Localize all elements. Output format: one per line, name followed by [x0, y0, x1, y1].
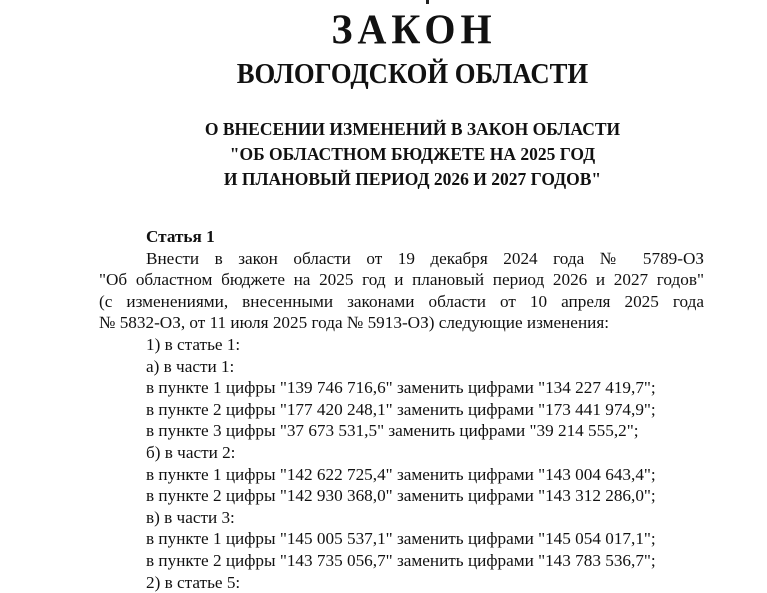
law-title: ЗАКОН	[0, 5, 767, 55]
article-intro-line: Внести в закон области от 19 декабря 2024 года № 5789-ОЗ	[99, 248, 704, 270]
list-item: в пункте 1 цифры "145 005 537,1" заменить цифрами "145 054 017,1";	[99, 528, 704, 550]
article-intro-line: "Об областном бюджете на 2025 год и плановый период 2026 и 2027 годов"	[99, 269, 704, 291]
article-intro-line: № 5832-ОЗ, от 11 июля 2025 года № 5913-ОЗ) следующие изменения:	[99, 312, 704, 334]
heading-line: "ОБ ОБЛАСТНОМ БЮДЖЕТЕ НА 2025 ГОД	[0, 142, 767, 167]
list-item: 1) в статье 1:	[99, 334, 704, 356]
article-intro-line: (с изменениями, внесенными законами области от 10 апреля 2025 года	[99, 291, 704, 313]
list-item: в пункте 3 цифры "37 673 531,5" заменить цифрами "39 214 555,2";	[99, 420, 704, 442]
list-item: 2) в статье 5:	[99, 572, 704, 593]
heading-line: О ВНЕСЕНИИ ИЗМЕНЕНИЙ В ЗАКОН ОБЛАСТИ	[0, 117, 767, 142]
list-item: в пункте 2 цифры "177 420 248,1" заменить цифрами "173 441 974,9";	[99, 399, 704, 421]
heading-line: И ПЛАНОВЫЙ ПЕРИОД 2026 И 2027 ГОДОВ"	[0, 167, 767, 192]
law-region: ВОЛОГОДСКОЙ ОБЛАСТИ	[33, 56, 767, 92]
list-item: б) в части 2:	[99, 442, 704, 464]
list-item: в) в части 3:	[99, 507, 704, 529]
law-heading	[0, 117, 767, 192]
article-body	[99, 226, 704, 593]
list-item: а) в части 1:	[99, 356, 704, 378]
article-title: Статья 1	[99, 226, 704, 248]
list-item: в пункте 1 цифры "142 622 725,4" заменить цифрами "143 004 643,4";	[99, 464, 704, 486]
page-edge-mark	[426, 0, 429, 4]
list-item: в пункте 2 цифры "142 930 368,0" заменить цифрами "143 312 286,0";	[99, 485, 704, 507]
list-item: в пункте 1 цифры "139 746 716,6" заменить цифрами "134 227 419,7";	[99, 377, 704, 399]
list-item: в пункте 2 цифры "143 735 056,7" заменить цифрами "143 783 536,7";	[99, 550, 704, 572]
